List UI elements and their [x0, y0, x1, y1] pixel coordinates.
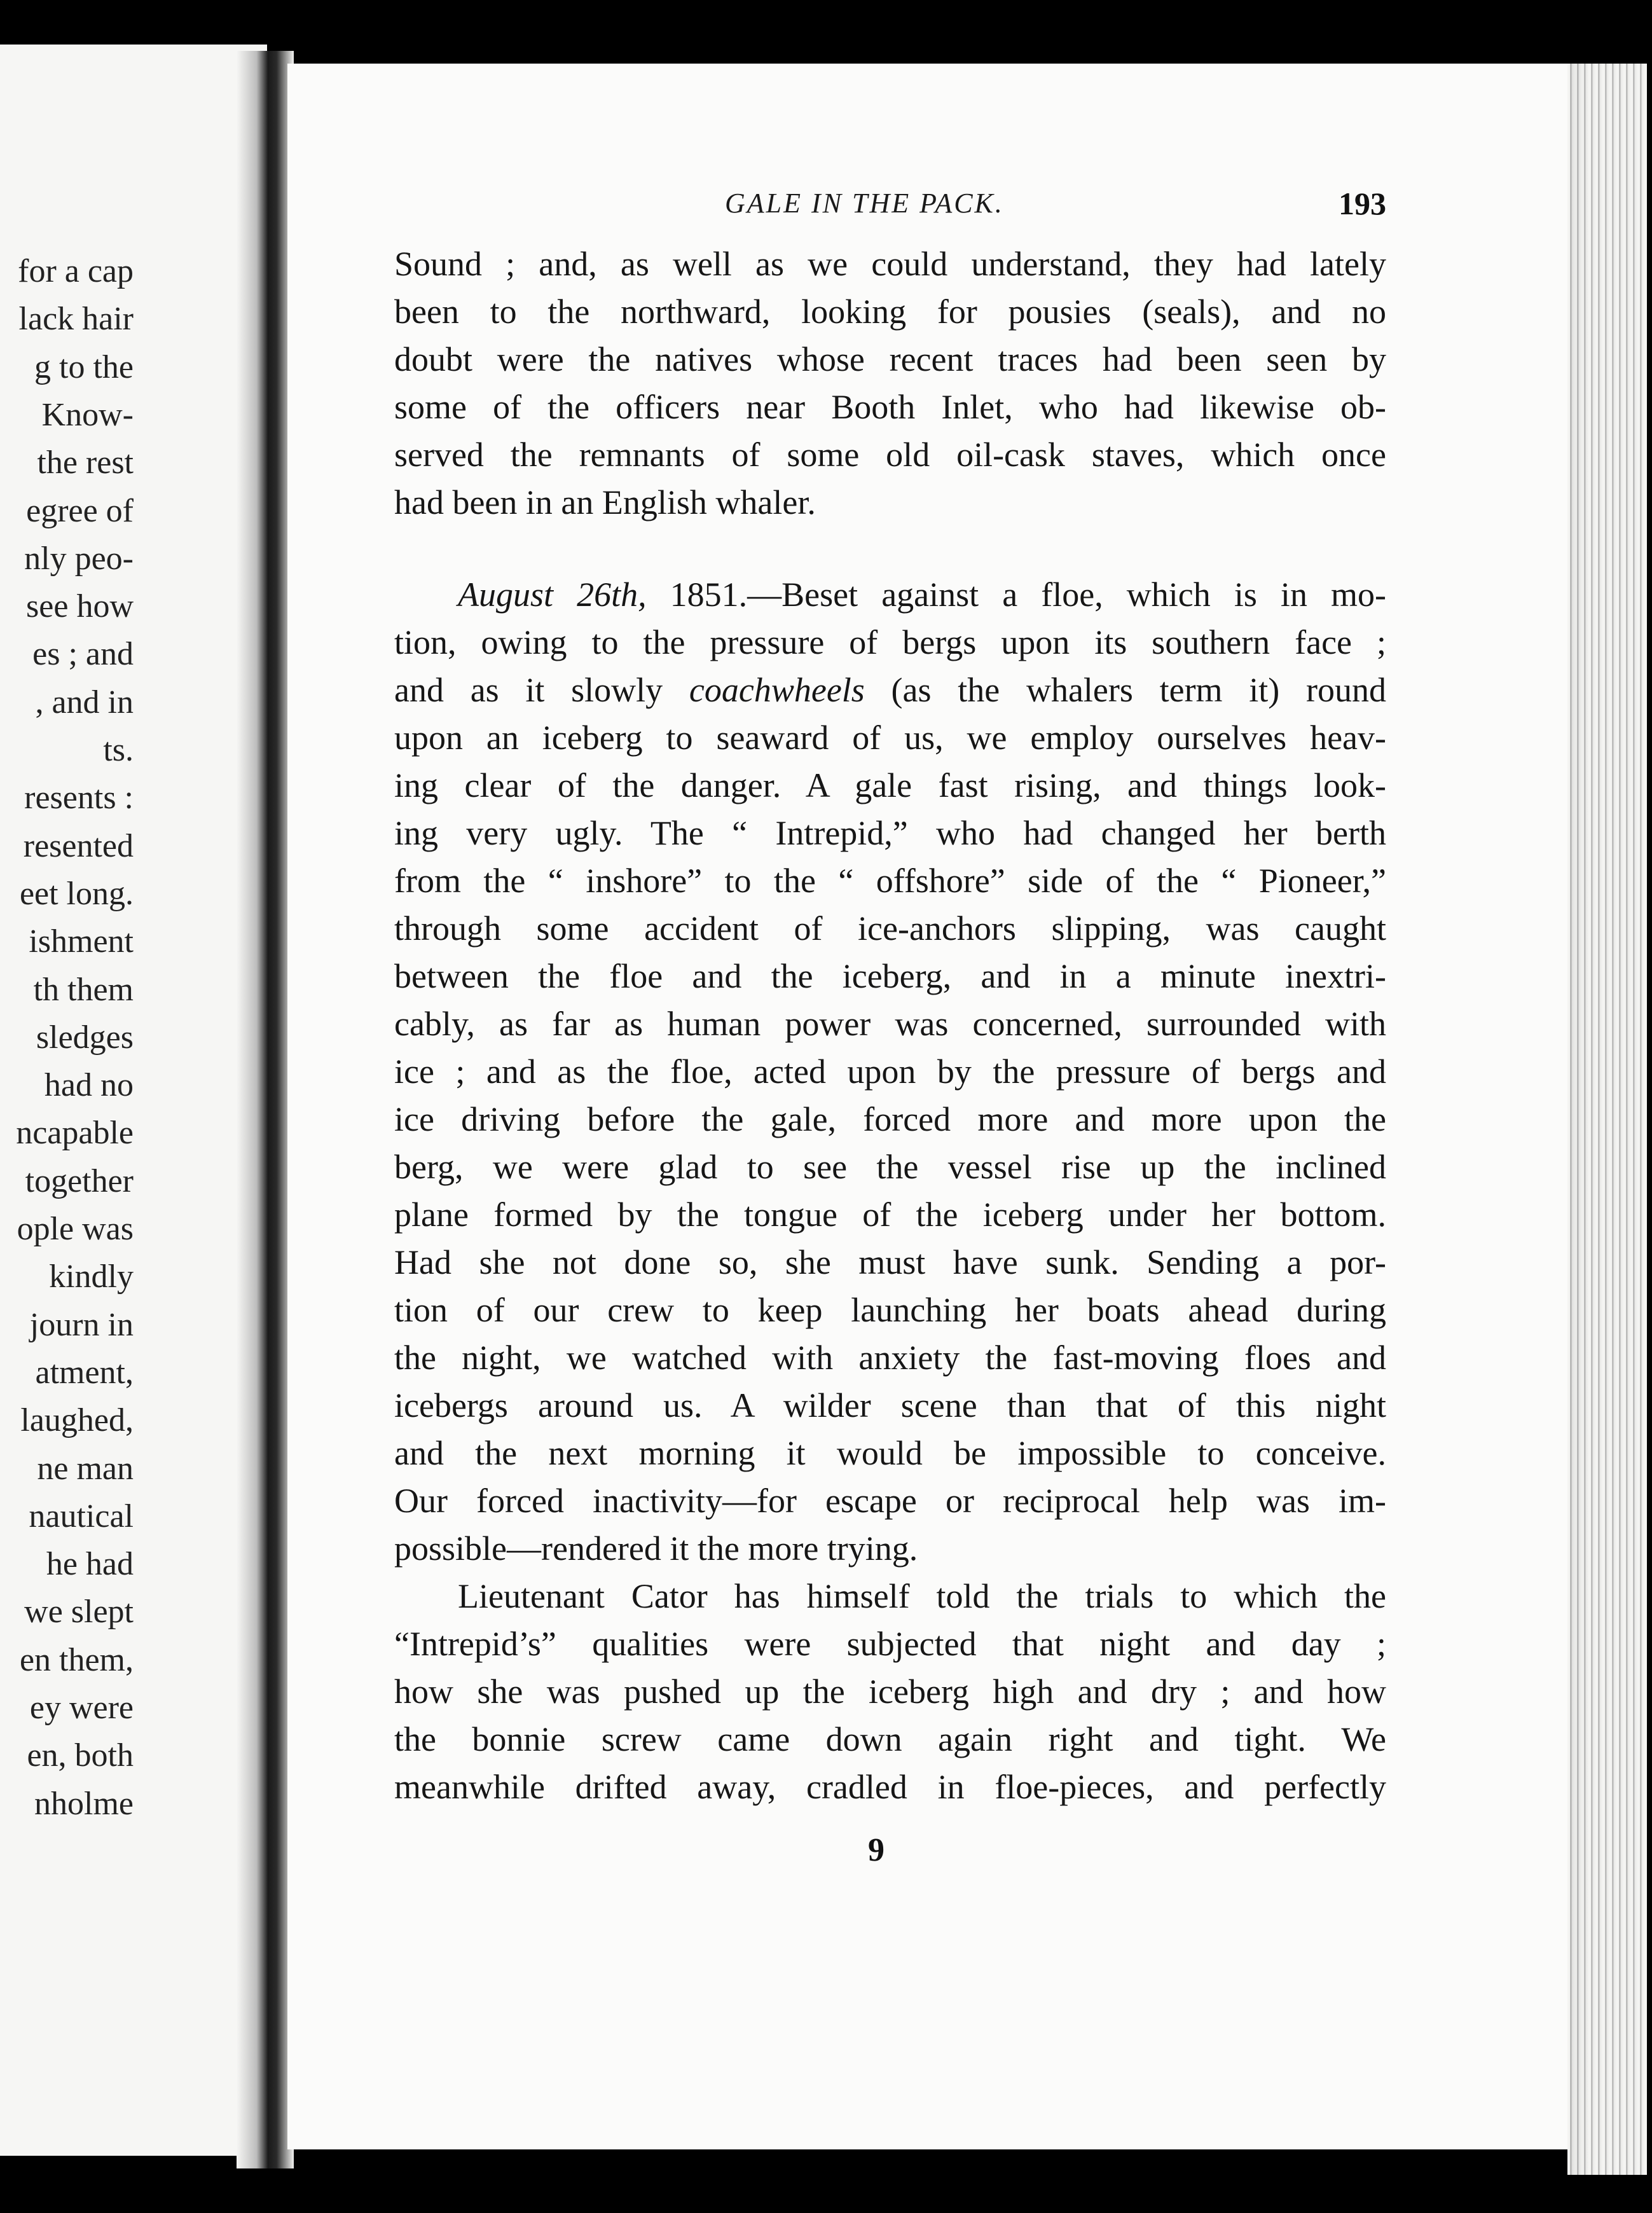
left-page-line: journ in	[29, 1306, 134, 1343]
text-line: ing clear of the danger. A gale fast rising, and things look-	[394, 766, 1386, 804]
left-page-line: th them	[33, 971, 134, 1008]
text-span: and as it slowly	[394, 671, 689, 709]
text-line: Sound ; and, as well as we could understand, they had lately	[394, 245, 1386, 283]
left-page-line: resented	[23, 827, 134, 864]
left-page-line: nly peo-	[24, 540, 134, 577]
left-page-line: ts.	[103, 732, 134, 768]
text-line: Had she not done so, she must have sunk. Sending a por-	[394, 1243, 1386, 1281]
paragraph-1	[394, 240, 1386, 527]
text-line-with-italic	[394, 666, 1386, 714]
running-title: GALE IN THE PACK.	[725, 188, 1004, 219]
paragraph-3	[394, 1573, 1386, 1811]
text-line: plane formed by the tongue of the iceberg under her bottom.	[394, 1196, 1386, 1234]
left-page-line: egree of	[26, 492, 134, 529]
paragraph-2	[394, 571, 1386, 1573]
text-line: how she was pushed up the iceberg high and dry ; and how	[394, 1672, 1386, 1711]
text-line: been to the northward, looking for pousies (seals), and no	[394, 293, 1386, 331]
book-gutter	[237, 51, 294, 2168]
left-page-line: we slept	[24, 1594, 134, 1630]
left-page-line: kindly	[49, 1258, 134, 1295]
left-page-line: es ; and	[32, 636, 134, 673]
left-page-line: he had	[46, 1546, 134, 1583]
left-page-line: ishment	[29, 923, 134, 960]
left-page-line: en them,	[19, 1641, 134, 1678]
left-page-line: had no	[44, 1067, 134, 1104]
text-line: doubt were the natives whose recent traces had been seen by	[394, 340, 1386, 378]
left-page-line: Know-	[41, 396, 134, 433]
left-page-line: together	[25, 1162, 134, 1199]
text-line: possible—rendered it the more trying.	[394, 1529, 918, 1568]
text-line: ice ; and as the floe, acted upon by the pressure of bergs and	[394, 1052, 1386, 1091]
text-line: meanwhile drifted away, cradled in floe-pieces, and perfectly	[394, 1768, 1386, 1806]
left-page-line: ey were	[29, 1690, 134, 1726]
text-line: Lieutenant Cator has himself told the trials to which the	[458, 1577, 1386, 1615]
text-line: from the “ inshore” to the “ offshore” side of the “ Pioneer,”	[394, 862, 1386, 900]
left-page-line: see how	[26, 588, 134, 625]
page-number: 193	[1339, 186, 1386, 221]
text-line: tion of our crew to keep launching her boats ahead during	[394, 1291, 1386, 1329]
text-span: 1851.—Beset against a floe, which is in mo-	[646, 576, 1386, 614]
text-line: icebergs around us. A wilder scene than that of this night	[394, 1386, 1386, 1424]
left-page-line: g to the	[34, 348, 134, 385]
body-text	[394, 240, 1386, 1811]
left-page-line: the rest	[37, 445, 134, 481]
left-page-line: nautical	[29, 1498, 134, 1534]
text-line: served the remnants of some old oil-cask staves, which once	[394, 436, 1386, 474]
paragraph-gap	[394, 527, 1386, 571]
text-line: tion, owing to the pressure of bergs upon its southern face ;	[394, 623, 1386, 661]
left-page-line: for a cap	[18, 253, 134, 289]
italic-term: coachwheels	[689, 671, 865, 709]
entry-date: August 26th,	[458, 576, 647, 614]
text-line: berg, we were glad to see the vessel rise up the inclined	[394, 1148, 1386, 1186]
left-page-line: nholme	[34, 1785, 134, 1822]
text-line: cably, as far as human power was concerned, surrounded with	[394, 1005, 1386, 1043]
text-line: upon an iceberg to seaward of us, we employ ourselves heav-	[394, 719, 1386, 757]
signature-mark: 9	[868, 1832, 885, 1868]
left-page-line: en, both	[27, 1737, 134, 1774]
text-line: between the floe and the iceberg, and in a minute inextri-	[394, 957, 1386, 995]
left-page	[0, 45, 267, 2156]
text-line: ing very ugly. The “ Intrepid,” who had changed her berth	[394, 814, 1386, 852]
left-page-line: eet long.	[19, 875, 134, 912]
left-page-line: sledges	[36, 1019, 134, 1056]
page-header	[725, 179, 1386, 228]
text-span: (as the whalers term it) round	[864, 671, 1386, 709]
text-line: some of the officers near Booth Inlet, who had likewise ob-	[394, 388, 1386, 426]
text-line: had been in an English whaler.	[394, 483, 816, 521]
text-line: ice driving before the gale, forced more and more upon the	[394, 1100, 1386, 1138]
text-line: and the next morning it would be impossible to conceive.	[394, 1434, 1386, 1472]
page-edge-shadow	[1571, 64, 1590, 2175]
text-line-dated	[394, 571, 1386, 619]
text-line: the bonnie screw came down again right and tight. We	[394, 1720, 1386, 1758]
text-line: the night, we watched with anxiety the fast-moving floes and	[394, 1339, 1386, 1377]
left-page-line: ne man	[37, 1450, 134, 1487]
text-line: “Intrepid’s” qualities were subjected that night and day ;	[394, 1625, 1386, 1663]
left-page-line: lack hair	[18, 301, 134, 338]
left-page-line: laughed,	[20, 1402, 134, 1439]
left-page-line: atment,	[35, 1354, 134, 1391]
left-page-line: ncapable	[16, 1115, 134, 1152]
left-page-line: , and in	[35, 684, 134, 720]
left-page-line: resents :	[24, 780, 134, 817]
text-line: through some accident of ice-anchors slipping, was caught	[394, 909, 1386, 948]
left-page-line: ople was	[17, 1211, 134, 1247]
text-line: Our forced inactivity—for escape or reciprocal help was im-	[394, 1482, 1386, 1520]
